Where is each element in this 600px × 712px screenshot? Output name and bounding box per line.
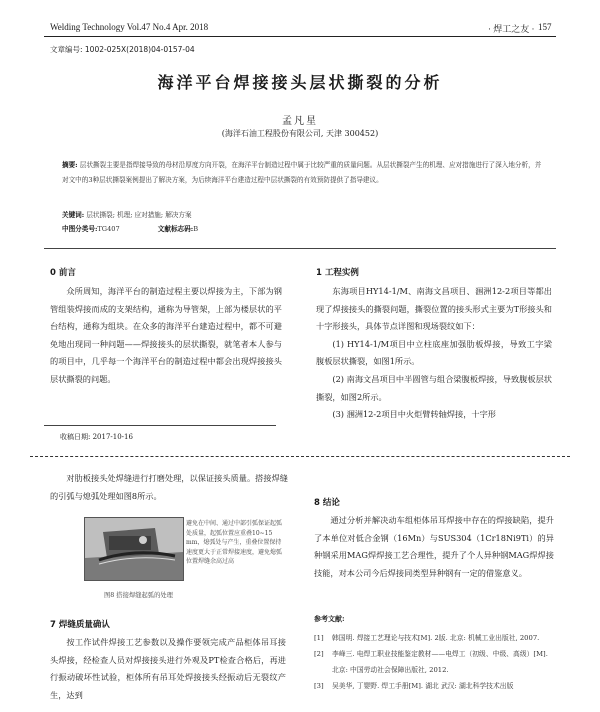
- reference-number: [2]: [314, 650, 324, 658]
- figure-annotation: 避免在中间、通过中部引弧保证起弧处质量，起弧位置应重叠10~15 mm，熄弧处与产生，重叠位置保持速度更大于正常焊接速度，避免熄弧位置焊缝余高过高: [186, 520, 283, 565]
- reference-item: [314, 646, 556, 678]
- reference-list: [314, 630, 556, 694]
- figure-8-photo: [84, 517, 184, 581]
- intro-paragraph: 众所周知，海洋平台的制造过程主要以焊接为主，下部为钢管组装焊接而成的支架结构，通称为导管架，上部为楼层状的平台结构，通称为组块。在众多的海洋平台建造过程中，都不可避免地出现同一种问题——焊接接头的层状撕裂，就笔者本人参与的项目中，几乎每一个海洋平台的制造过程中都会出现焊接接头层状撕裂的问题。: [50, 286, 282, 384]
- case-3: (3) 涠洲12-2项目中火炬臂转轴焊接，十字形: [332, 409, 496, 420]
- section-divider: [44, 248, 556, 249]
- classification: [62, 223, 234, 233]
- article-title: 海洋平台焊接接头层状撕裂的分析: [157, 73, 443, 92]
- doc-code: B: [193, 225, 199, 233]
- welding-paragraph: 对肋板接头处焊缝进行打磨处理，以保证接头质量。搭接焊缝的引弧与熄弧处理如图8所示。: [50, 473, 288, 501]
- keywords-text: 层状撕裂; 机理; 应对措施; 解决方案: [86, 211, 192, 219]
- reference-number: [3]: [314, 682, 324, 690]
- references-heading: 参考文献:: [314, 614, 345, 623]
- clc-code: TG407: [97, 225, 120, 233]
- case-2: (2) 南海文昌项目中半圆管与组合梁腹板焊接，导致腹板层状撕裂，如图2所示。: [316, 373, 552, 402]
- section-heading-conclusion: 8 结论: [314, 498, 340, 508]
- doc-code-label: 文献标志码:: [157, 225, 194, 233]
- keywords-label: 关键词:: [62, 211, 85, 219]
- lower-left-para: [50, 470, 288, 505]
- received-date: 收稿日期: 2017-10-16: [60, 433, 133, 441]
- conclusion-body: [314, 512, 554, 582]
- page-number: 157: [538, 22, 552, 32]
- figure-8-caption: 图8 搭接焊缝起弧的处理: [104, 592, 173, 599]
- reference-text: 吴美华, 丁婴野. 焊工手册[M]. 湖北 武汉: 湖北科学技术出版: [332, 682, 514, 690]
- article-number: 文章编号: 1002-025X(2018)04-0157-04: [50, 45, 195, 54]
- quality-paragraph: 按工作试件焊接工艺参数以及操作要领完成产品柜体吊耳接头焊接，经检查人员对焊接接头进行外观及PT检查合格后，再进行振动破坏性试验，柜体所有吊耳处焊接接头经振动后无裂纹产生，达到: [50, 637, 286, 700]
- conclusion-paragraph: 通过分析并解决动车组柜体吊耳焊接中存在的焊接缺陷，提升了本单位对低合金钢（16Mn）与SUS304（1Cr18Ni9Ti）的异种钢采用MAG焊焊接工艺合理性，提升了个人异种钢MAG焊焊接技能，对本公司今后焊接同类型异种钢有一定的借鉴意义。: [314, 515, 554, 578]
- reference-item: [314, 678, 556, 694]
- affiliation: (海洋石油工程股份有限公司, 天津 300452): [221, 129, 379, 138]
- header-rule: [44, 36, 556, 37]
- author: 孟凡星: [282, 116, 318, 127]
- reference-item: [314, 630, 556, 646]
- abstract: [62, 158, 546, 188]
- welded-plate-image: [85, 518, 183, 580]
- section-heading-intro: 0 前言: [50, 268, 76, 278]
- keywords: [62, 209, 192, 219]
- cases-paragraph: 东海项目HY14-1/M、南海文昌项目、涠洲12-2项目等都出现了焊接接头的撕裂问题，撕裂位置的接头形式主要为T形接头和十字形接头，具体节点详图和现场裂纹如下：: [316, 286, 552, 332]
- section-heading-cases: 1 工程实例: [316, 268, 359, 278]
- abstract-text: 层状撕裂主要是指焊接导致的母材沿厚度方向开裂，在海洋平台制造过程中属于比较严重的质量问题。从层状撕裂产生的机理、应对措施进行了深入地分析，并对文中的3种层状撕裂案例提出了解决方案，为后续海洋平台建造过程中层状撕裂的有效预防提供了指导建议。: [62, 161, 542, 184]
- footnote-rule: [44, 425, 276, 426]
- journal-header: Welding Technology Vol.47 No.4 Apr. 2018: [50, 22, 209, 32]
- case-1: (1) HY14-1/M项目中立柱底座加强肋板焊接，导致工字梁腹板层状撕裂，如图1所示。: [316, 338, 552, 367]
- intro-body: [50, 283, 282, 389]
- section-heading-quality: 7 焊缝质量确认: [50, 620, 110, 630]
- cases-body: [316, 283, 552, 424]
- page-cut-divider: [30, 456, 570, 457]
- abstract-label: 摘要:: [62, 161, 78, 169]
- quality-body: [50, 634, 286, 704]
- reference-text: 李峰三. 电焊工职业技能鉴定教材——电焊工（初级、中级、高级）[M]. 北京: 中国劳动社会保障出版社, 2012.: [332, 650, 548, 674]
- column-label: · 焊工之友 ·: [488, 24, 535, 34]
- reference-text: 韩国明. 焊接工艺理论与技术[M]. 2版. 北京: 机械工业出版社, 2007.: [332, 634, 540, 642]
- clc-label: 中图分类号:: [62, 225, 98, 233]
- reference-number: [1]: [314, 634, 324, 642]
